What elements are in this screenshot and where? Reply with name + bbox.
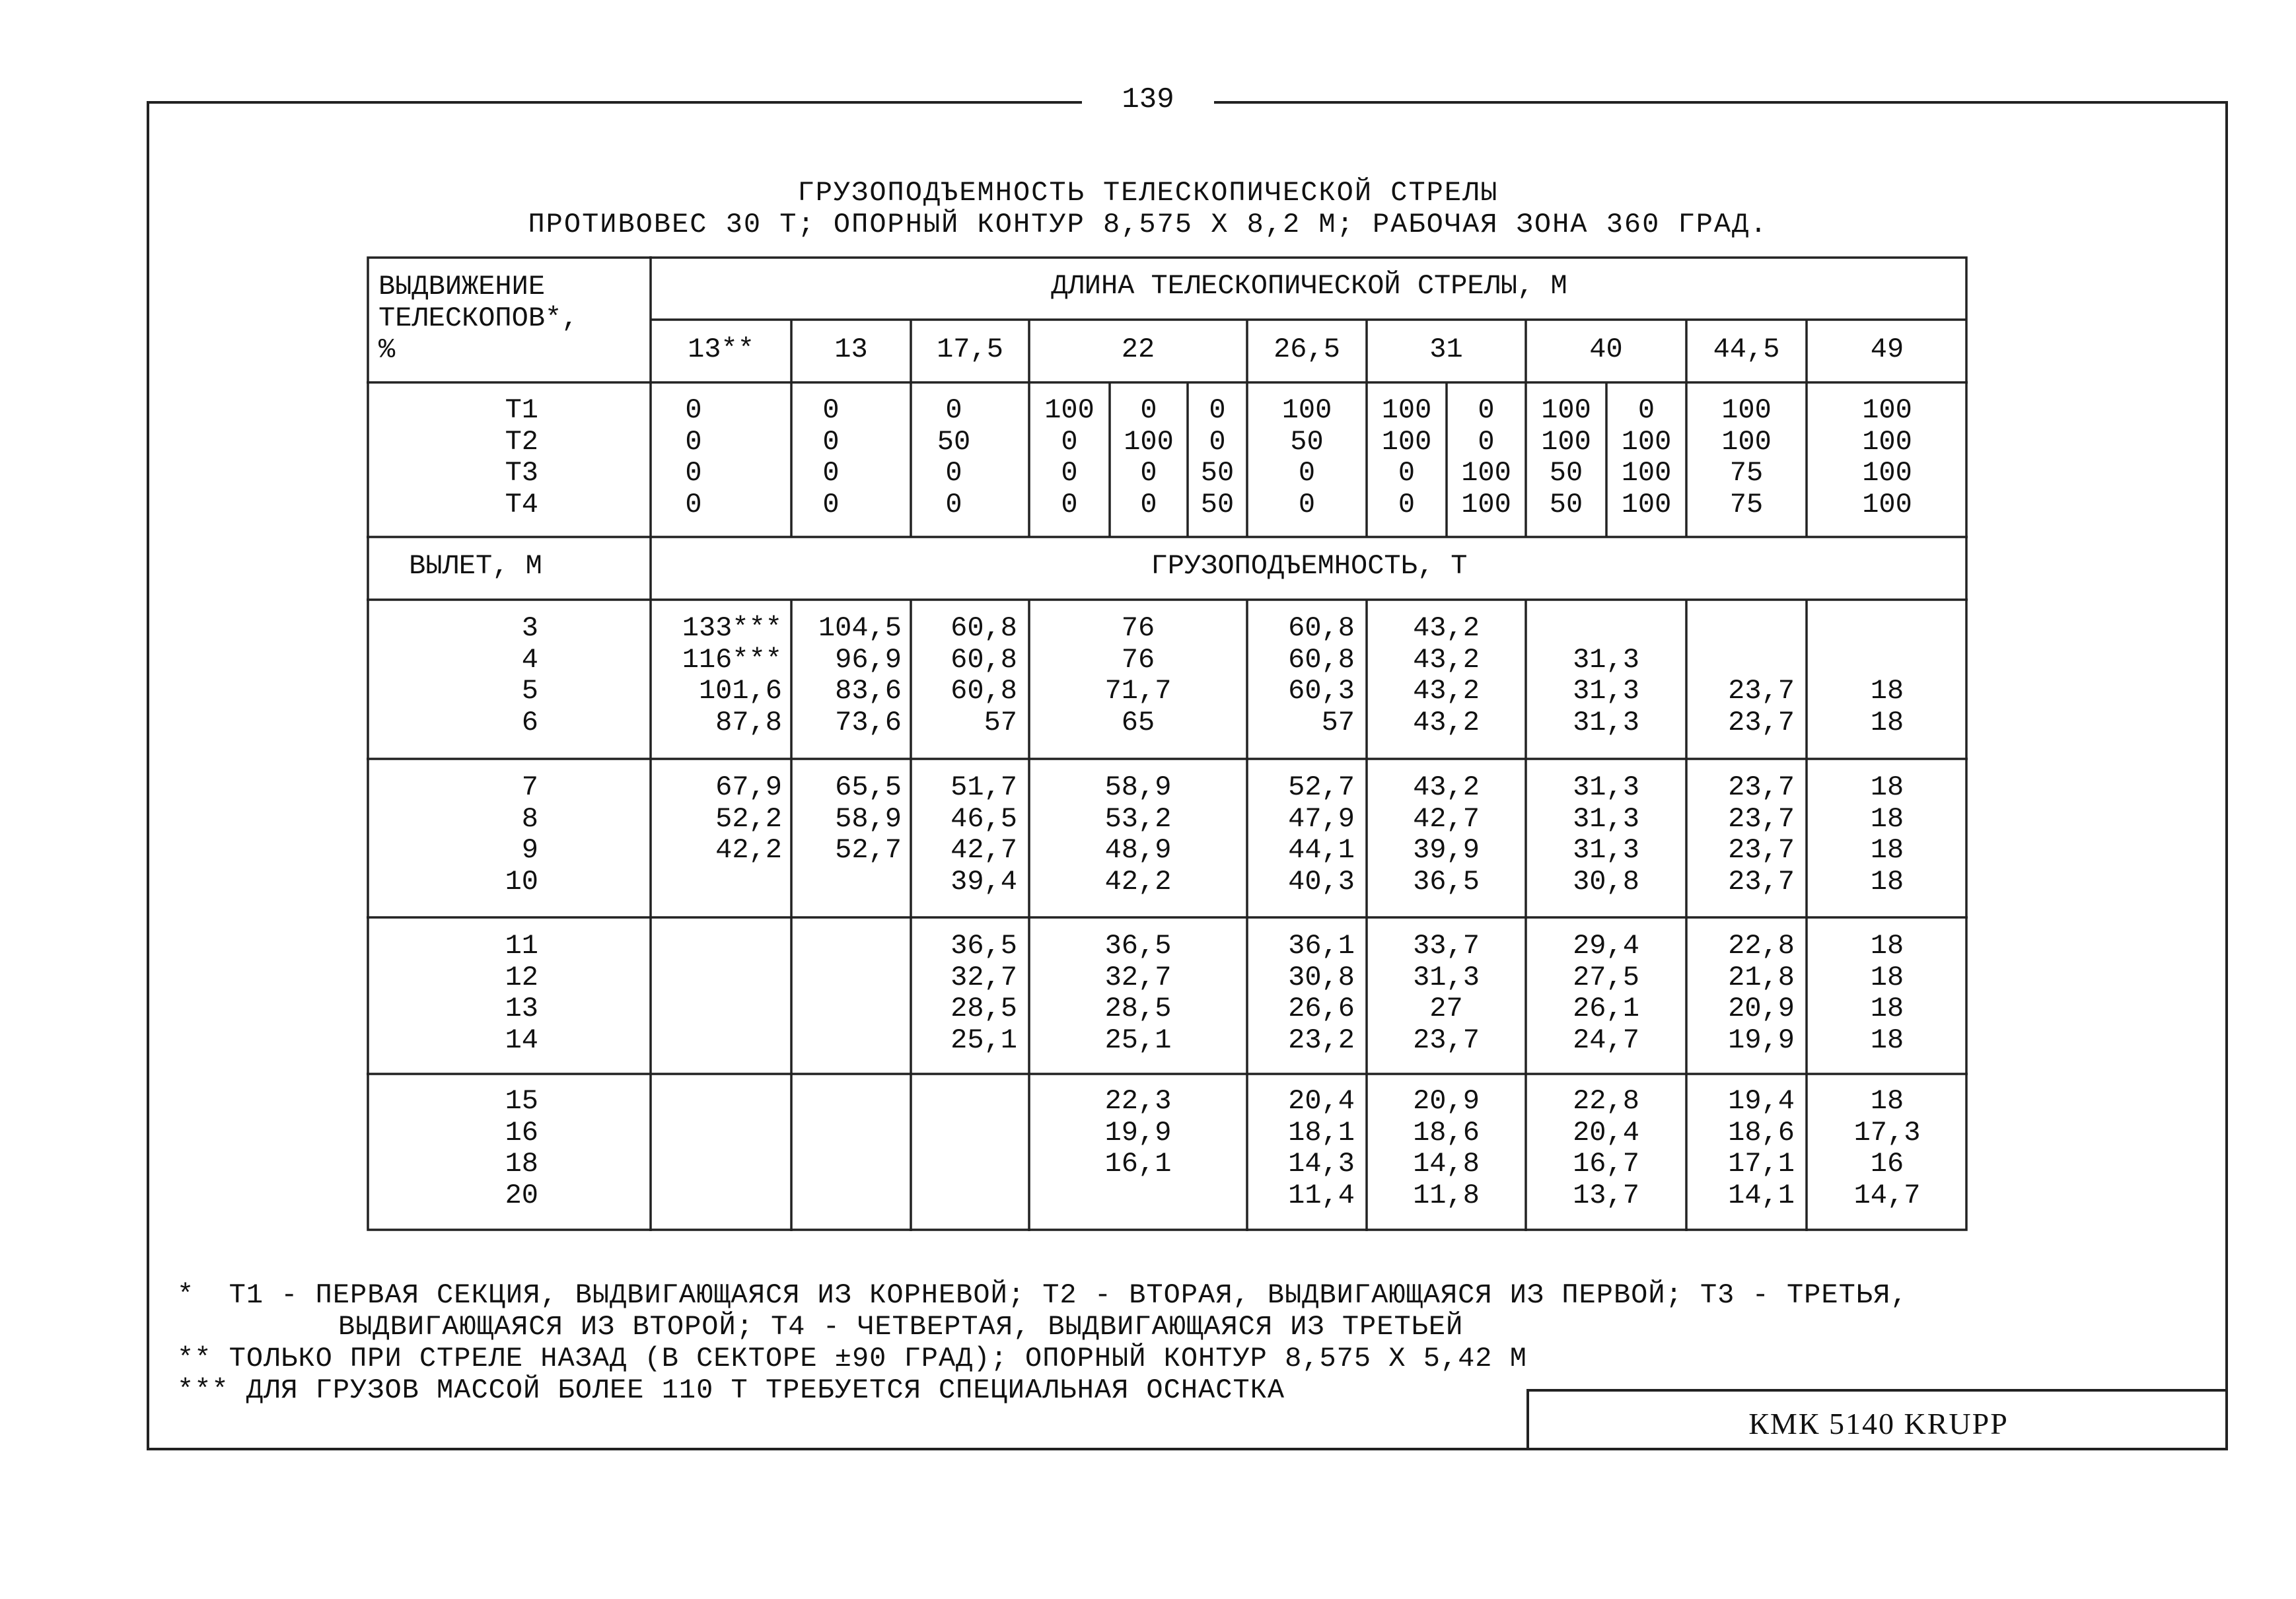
capacity-cell: 22,3 19,9 16,1 bbox=[1104, 1085, 1172, 1180]
capacity-cell: 20,4 18,1 14,3 11,4 bbox=[1288, 1085, 1355, 1211]
capacity-cell: 36,5 32,7 28,5 25,1 bbox=[1104, 930, 1172, 1056]
radius-header: ВЫЛЕТ, М bbox=[409, 550, 542, 582]
radius-cell: 7 8 9 10 bbox=[505, 771, 538, 898]
capacity-cell: 18 18 18 18 bbox=[1870, 930, 1904, 1056]
capacity-cell: 31,3 31,3 31,3 bbox=[1573, 643, 1639, 738]
capacity-cell: 18 17,3 16 14,7 bbox=[1853, 1085, 1921, 1211]
extension-cell: 0 0 50 50 bbox=[1200, 394, 1235, 520]
boom-length-cell: 49 bbox=[1870, 334, 1904, 365]
boom-length-cell: 13** bbox=[688, 334, 754, 365]
capacity-cell: 22,8 20,4 16,7 13,7 bbox=[1573, 1085, 1639, 1211]
extension-cell: 100 100 50 50 bbox=[1541, 394, 1591, 520]
capacity-cell: 65,5 58,9 52,7 bbox=[835, 771, 902, 866]
load-capacity-table bbox=[367, 256, 1968, 1231]
capacity-cell: 36,5 32,7 28,5 25,1 bbox=[951, 930, 1017, 1056]
boom-length-cell: 31 bbox=[1429, 334, 1463, 365]
capacity-cell: 31,3 31,3 31,3 30,8 bbox=[1573, 771, 1639, 898]
radius-cell: 3 4 5 6 bbox=[521, 612, 538, 738]
extension-cell: 0 100 100 100 bbox=[1621, 394, 1672, 520]
capacity-cell: 29,4 27,5 26,1 24,7 bbox=[1573, 930, 1639, 1056]
capacity-cell: 18 18 18 18 bbox=[1870, 771, 1904, 898]
capacity-cell: 58,9 53,2 48,9 42,2 bbox=[1104, 771, 1172, 898]
footnote-3: *** ДЛЯ ГРУЗОВ МАССОЙ БОЛЕЕ 110 Т ТРЕБУЕТСЯ СПЕЦИАЛЬНАЯ ОСНАСТКА bbox=[177, 1374, 1285, 1406]
radius-cell: 11 12 13 14 bbox=[505, 930, 538, 1056]
capacity-cell: 19,4 18,6 17,1 14,1 bbox=[1728, 1085, 1795, 1211]
boom-length-cell: 13 bbox=[834, 334, 868, 365]
capacity-cell: 67,9 52,2 42,2 bbox=[715, 771, 782, 866]
capacity-cell: 52,7 47,9 44,1 40,3 bbox=[1288, 771, 1355, 898]
capacity-cell: 43,2 43,2 43,2 43,2 bbox=[1413, 612, 1480, 738]
capacity-cell: 60,8 60,8 60,8 57 bbox=[951, 612, 1017, 738]
stamp-text: КМК 5140 KRUPP bbox=[1748, 1407, 2009, 1440]
title-block-stamp bbox=[1526, 1389, 2228, 1450]
boom-length-cell: 26,5 bbox=[1274, 334, 1340, 365]
telescope-section-labels: Т1 Т2 Т3 Т4 bbox=[505, 394, 538, 520]
extension-cell: 100 100 100 100 bbox=[1862, 394, 1912, 520]
capacity-cell: 33,7 31,3 27 23,7 bbox=[1413, 930, 1480, 1056]
extension-cell: 100 0 0 0 bbox=[1044, 394, 1094, 520]
extension-cell: 100 50 0 0 bbox=[1281, 394, 1332, 520]
boom-length-cell: 22 bbox=[1121, 334, 1155, 365]
extension-cell: 100 100 75 75 bbox=[1721, 394, 1772, 520]
extension-cell: 0 50 0 0 bbox=[937, 394, 971, 520]
capacity-cell: 60,8 60,8 60,3 57 bbox=[1288, 612, 1355, 738]
boom-length-cell: 40 bbox=[1589, 334, 1623, 365]
boom-length-cell: 44,5 bbox=[1713, 334, 1780, 365]
capacity-header: ГРУЗОПОДЪЕМНОСТЬ, Т bbox=[1151, 550, 1468, 582]
radius-cell: 15 16 18 20 bbox=[505, 1085, 538, 1211]
page-number: 139 bbox=[0, 83, 2296, 116]
capacity-cell: 51,7 46,5 42,7 39,4 bbox=[951, 771, 1017, 898]
extension-cell: 0 0 0 0 bbox=[822, 394, 840, 520]
capacity-cell: 104,5 96,9 83,6 73,6 bbox=[818, 612, 902, 738]
capacity-cell: 18 18 bbox=[1870, 675, 1904, 738]
capacity-cell: 76 76 71,7 65 bbox=[1104, 612, 1172, 738]
capacity-cell: 20,9 18,6 14,8 11,8 bbox=[1413, 1085, 1480, 1211]
capacity-cell: 22,8 21,8 20,9 19,9 bbox=[1728, 930, 1795, 1056]
table-subtitle: ПРОТИВОВЕС 30 Т; ОПОРНЫЙ КОНТУР 8,575 Х 8,2 М; РАБОЧАЯ ЗОНА 360 ГРАД. bbox=[528, 209, 1768, 240]
capacity-cell: 23,7 23,7 23,7 23,7 bbox=[1728, 771, 1795, 898]
extension-cell: 0 0 100 100 bbox=[1461, 394, 1511, 520]
capacity-cell: 133*** 116*** 101,6 87,8 bbox=[682, 612, 782, 738]
extension-cell: 0 100 0 0 bbox=[1124, 394, 1174, 520]
table-title: ГРУЗОПОДЪЕМНОСТЬ ТЕЛЕСКОПИЧЕСКОЙ СТРЕЛЫ bbox=[797, 177, 1499, 209]
boom-length-cell: 17,5 bbox=[937, 334, 1003, 365]
capacity-cell: 43,2 42,7 39,9 36,5 bbox=[1413, 771, 1480, 898]
footnote-1: * Т1 - ПЕРВАЯ СЕКЦИЯ, ВЫДВИГАЮЩАЯСЯ ИЗ КОРНЕВОЙ; Т2 - ВТОРАЯ, ВЫДВИГАЮЩАЯСЯ ИЗ ПЕРВОЙ; Т3 - ТРЕТЬЯ, bbox=[177, 1279, 1908, 1311]
capacity-cell: 36,1 30,8 26,6 23,2 bbox=[1288, 930, 1355, 1056]
boom-length-header: ДЛИНА ТЕЛЕСКОПИЧЕСКОЙ СТРЕЛЫ, М bbox=[1051, 270, 1567, 302]
extension-cell: 0 0 0 0 bbox=[685, 394, 702, 520]
extension-header: ВЫДВИЖЕНИЕ ТЕЛЕСКОПОВ*, % bbox=[378, 271, 579, 366]
extension-cell: 100 100 0 0 bbox=[1381, 394, 1432, 520]
footnote-1-continued: ВЫДВИГАЮЩАЯСЯ ИЗ ВТОРОЙ; Т4 - ЧЕТВЕРТАЯ, ВЫДВИГАЮЩАЯСЯ ИЗ ТРЕТЬЕЙ bbox=[338, 1311, 1464, 1343]
capacity-cell: 23,7 23,7 bbox=[1728, 675, 1795, 738]
footnote-2: ** ТОЛЬКО ПРИ СТРЕЛЕ НАЗАД (В СЕКТОРЕ ±90 ГРАД); ОПОРНЫЙ КОНТУР 8,575 Х 5,42 М bbox=[177, 1343, 1527, 1374]
